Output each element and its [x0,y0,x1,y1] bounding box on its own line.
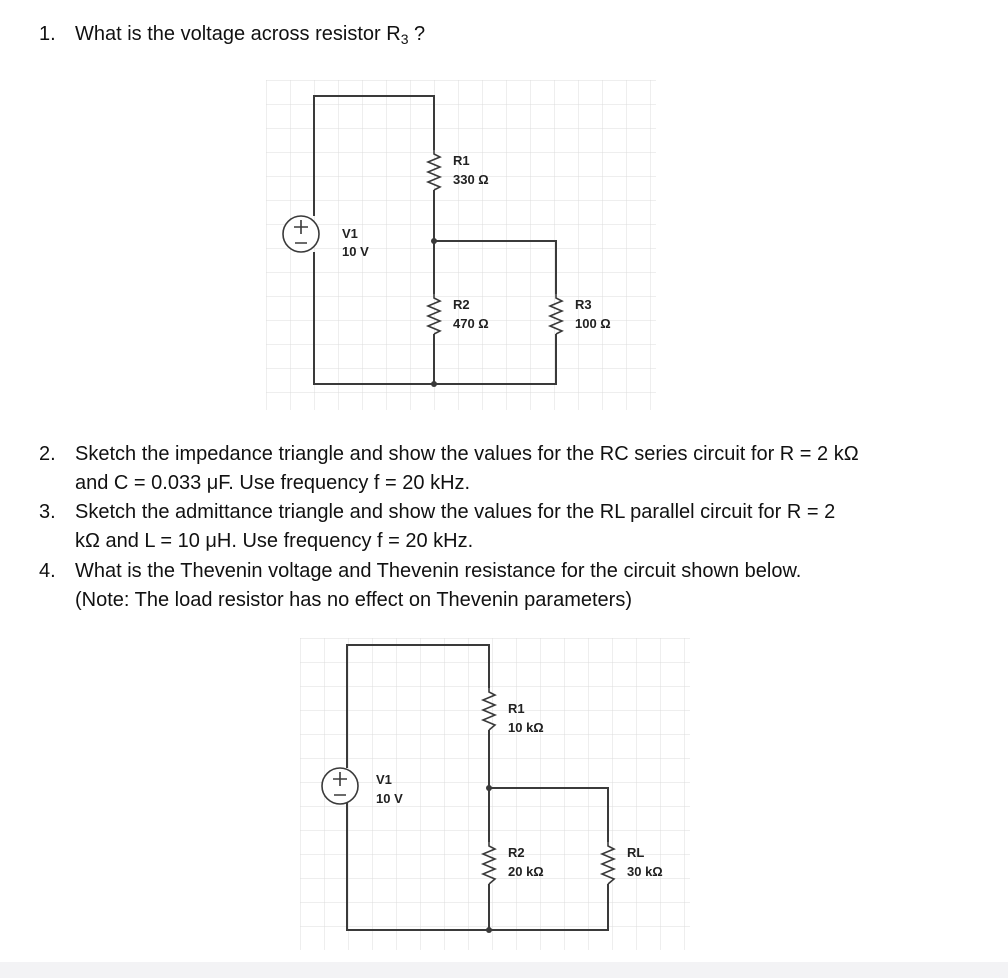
voltage-source-v1 [322,768,358,804]
question-number: 4. [39,560,56,582]
question-1-text: What is the voltage across resistor R [75,23,401,45]
circuit-diagram-1 [266,80,656,410]
grid-background [300,638,690,950]
question-3-line-1: Sketch the admittance triangle and show the values for the RL parallel circuit for R = 2 [75,501,836,523]
rl-value: 30 kΩ [627,864,663,879]
circuit-2-svg [300,638,690,950]
grid-background [266,80,656,410]
question-number: 3. [39,501,56,523]
r3-name: R3 [575,297,592,312]
question-2-line-2: and C = 0.033 μF. Use frequency f = 20 kHz. [75,472,471,494]
question-3-line-2: kΩ and L = 10 μH. Use frequency f = 20 kHz. [75,530,474,552]
r2-name: R2 [508,845,525,860]
question-1-suffix: ? [408,23,426,45]
junction-node-top [431,238,437,244]
junction-node-bottom [431,381,437,387]
r1-name: R1 [453,153,470,168]
v1-value: 10 V [342,244,369,259]
question-4-line-1: What is the Thevenin voltage and Thevenin resistance for the circuit shown below. [75,560,802,582]
circuit-1-svg [266,80,656,410]
question-text [75,20,425,50]
v1-name: V1 [376,772,392,787]
r2-name: R2 [453,297,470,312]
r2-value: 20 kΩ [508,864,544,879]
r1-value: 10 kΩ [508,720,544,735]
r1-name: R1 [508,701,525,716]
voltage-source-v1 [283,216,319,252]
question-number: 2. [39,443,56,465]
question-number: 1. [39,23,56,45]
v1-name: V1 [342,226,358,241]
junction-node-top [486,785,492,791]
r2-value: 470 Ω [453,316,489,331]
question-1-subscript: 3 [400,31,409,47]
circuit-diagram-2 [300,638,690,950]
rl-name: RL [627,845,645,860]
r3-value: 100 Ω [575,316,611,331]
page-bottom-strip [0,962,1008,978]
question-4-line-2: (Note: The load resistor has no effect on Thevenin parameters) [75,589,632,611]
junction-node-bottom [486,927,492,933]
v1-value: 10 V [376,791,403,806]
question-2-line-1: Sketch the impedance triangle and show the values for the RC series circuit for R = 2 kΩ [75,443,859,465]
r1-value: 330 Ω [453,172,489,187]
